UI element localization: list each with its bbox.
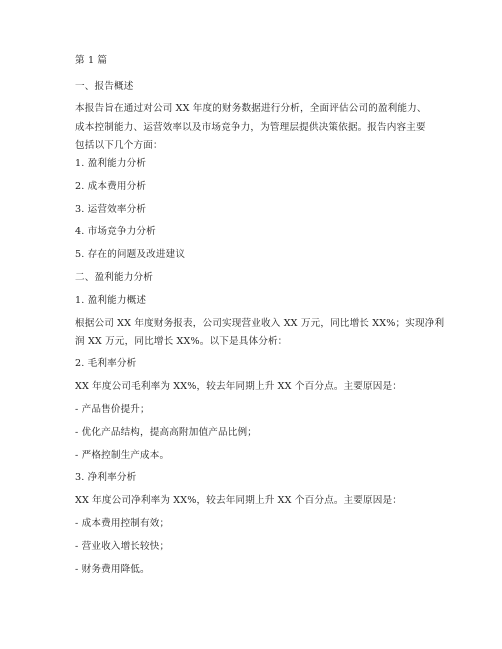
bullet-item: - 成本费用控制有效； <box>75 518 170 529</box>
paragraph-line: 成本控制能力、运营效率以及市场竞争力，为管理层提供决策依据。报告内容主要 <box>75 122 426 133</box>
section-heading-profitability: 二、盈利能力分析 <box>75 272 153 283</box>
paragraph-line: 润 XX 万元，同比增长 XX%。以下是具体分析： <box>75 336 288 347</box>
bullet-item: - 严格控制生产成本。 <box>75 450 170 461</box>
list-item: 2. 成本费用分析 <box>75 181 147 192</box>
list-item: 3. 运营效率分析 <box>75 204 147 215</box>
list-item: 1. 盈利能力分析 <box>75 158 147 169</box>
bullet-item: - 财务费用降低。 <box>75 564 150 575</box>
paragraph-line: 本报告旨在通过对公司 XX 年度的财务数据进行分析，全面评估公司的盈利能力、 <box>75 103 427 114</box>
paragraph-line: 根据公司 XX 年度财务报表，公司实现营业收入 XX 万元，同比增长 XX%；实现净利 <box>75 318 445 329</box>
subsection-title: 3. 净利率分析 <box>75 472 137 483</box>
bullet-item: - 营业收入增长较快； <box>75 541 170 552</box>
list-item: 5. 存在的问题及改进建议 <box>75 249 186 260</box>
bullet-item: - 产品售价提升； <box>75 404 150 415</box>
bullet-item: - 优化产品结构，提高高附加值产品比例； <box>75 427 257 438</box>
paragraph-line: XX 年度公司净利率为 XX%，较去年同期上升 XX 个百分点。主要原因是： <box>75 495 403 506</box>
section-heading-overview: 一、报告概述 <box>75 81 134 92</box>
list-item: 4. 市场竞争力分析 <box>75 226 156 237</box>
subsection-title: 1. 盈利能力概述 <box>75 295 147 306</box>
paragraph-line: XX 年度公司毛利率为 XX%，较去年同期上升 XX 个百分点。主要原因是： <box>75 381 403 392</box>
part-title: 第 1 篇 <box>75 55 108 66</box>
subsection-title: 2. 毛利率分析 <box>75 358 137 369</box>
paragraph-line: 包括以下几个方面： <box>75 140 163 151</box>
